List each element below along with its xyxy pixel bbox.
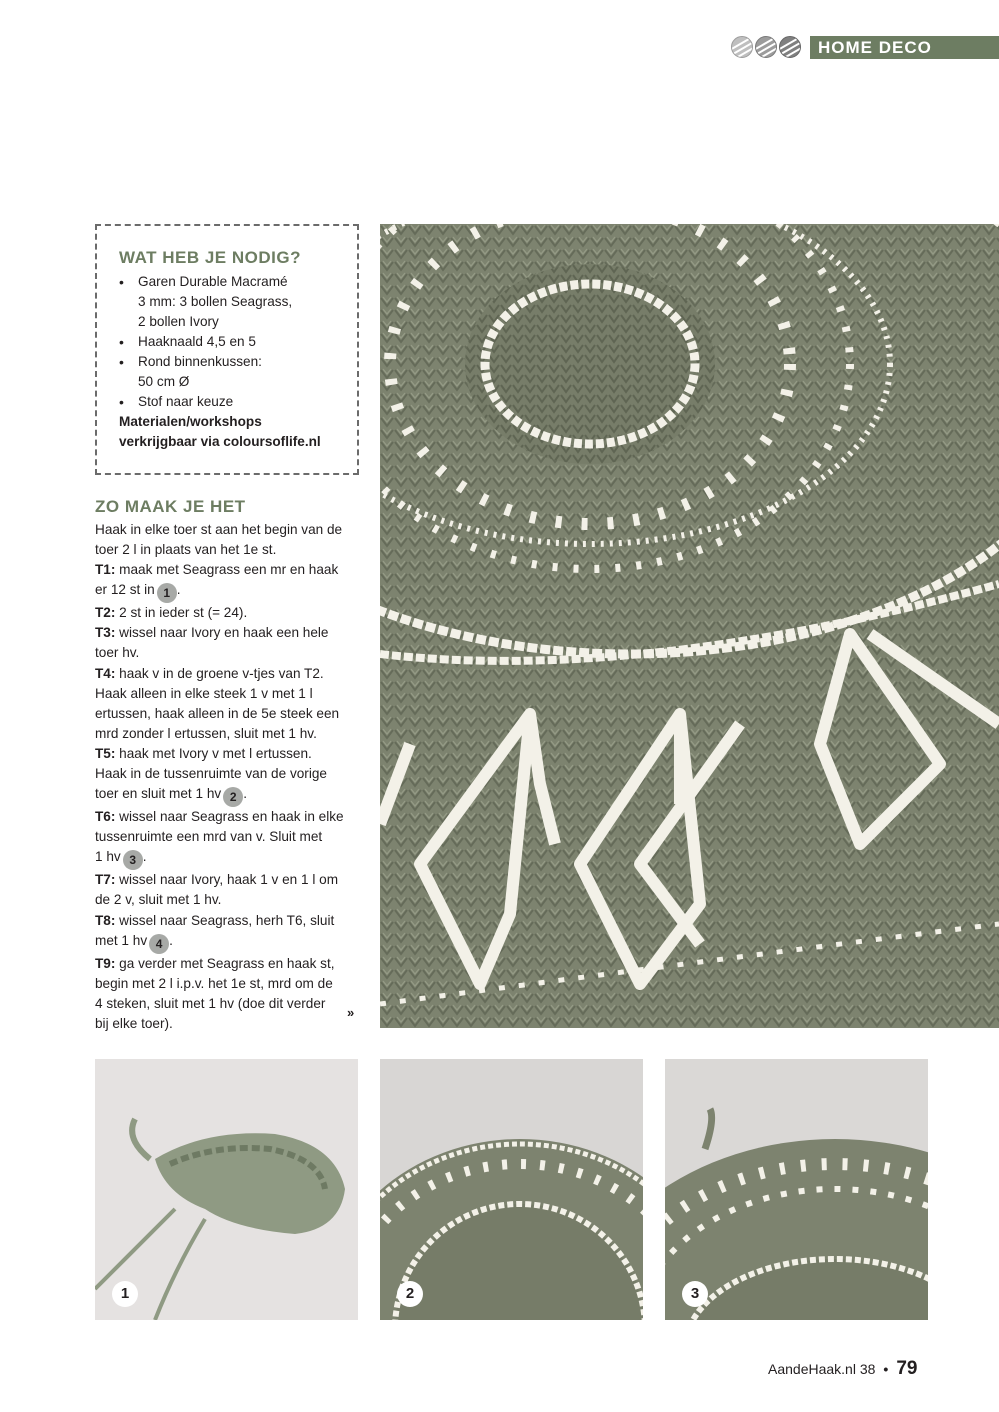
round-text: bij elke toer). <box>95 1015 173 1031</box>
continue-mark: » <box>347 1005 355 1020</box>
instruction-round: T8: wissel naar Seagrass, herh T6, sluit met 1 hv 4 . <box>95 911 365 954</box>
yarn-ball-icon <box>731 36 753 58</box>
step-photo-1 <box>95 1059 358 1320</box>
instruction-round <box>95 954 365 1034</box>
round-text: 1 hv <box>95 849 121 865</box>
difficulty-indicator <box>731 36 801 58</box>
round-text: begin met 2 l i.p.v. het 1e st, mrd om de <box>95 975 333 991</box>
step-number-badge: 1 <box>112 1281 138 1307</box>
step-1-illustration <box>95 1059 358 1320</box>
instructions-intro: Haak in elke toer st aan het begin van de toer 2 l in plaats van het 1e st. <box>95 522 343 558</box>
round-text: Haak in de tussenruimte van de vorige <box>95 766 327 782</box>
instruction-round <box>95 603 365 623</box>
list-item: • Haaknaald 4,5 en 5 <box>119 332 357 352</box>
instruction-round: T1: maak met Seagrass een mr en haak er 12 st in 1 . <box>95 560 365 603</box>
round-text: met 1 hv <box>95 932 148 948</box>
round-text: wissel naar Ivory, haak 1 v en 1 l om <box>115 872 339 888</box>
yarn-ball-icon <box>755 36 777 58</box>
page-footer <box>768 1358 917 1380</box>
round-text: 2 st in ieder st (= 24). <box>115 605 248 621</box>
round-text: wissel naar Ivory en haak een hele <box>115 625 329 641</box>
step-number-badge: 2 <box>397 1281 423 1307</box>
step-reference-badge: 1 <box>157 583 177 603</box>
round-text: tussenruimte een mrd van v. Sluit met <box>95 829 323 845</box>
step-reference-badge: 4 <box>149 934 169 954</box>
page-number: 79 <box>896 1358 918 1379</box>
step-3-illustration <box>665 1059 928 1320</box>
round-text: toer en sluit met 1 hv <box>95 786 222 802</box>
crochet-cushion-illustration <box>380 224 999 1028</box>
instruction-round <box>95 870 365 910</box>
round-label: T2: <box>95 605 116 621</box>
round-text: wissel naar Seagrass en haak in elke <box>115 809 344 825</box>
round-text: ertussen, haak alleen in de 5e steek een <box>95 705 340 721</box>
main-photo <box>380 224 999 1028</box>
round-text: ga verder met Seagrass en haak st, <box>115 955 335 971</box>
rounds-list <box>95 560 365 1034</box>
footer-separator: • <box>883 1361 889 1377</box>
instruction-round <box>95 623 365 663</box>
step-reference-badge: 3 <box>123 850 143 870</box>
round-text: toer hv. <box>95 645 140 661</box>
round-text: haak met Ivory v met l ertussen. <box>115 745 312 761</box>
yarn-ball-icon <box>779 36 801 58</box>
step-photo-2 <box>380 1059 643 1320</box>
list-item: • Rond binnenkussen: 50 cm Ø <box>119 352 357 392</box>
round-text: 4 steken, sluit met 1 hv (doe dit verder <box>95 995 326 1011</box>
round-label: T6: <box>95 809 116 825</box>
materials-box <box>95 224 359 475</box>
round-text: er 12 st in <box>95 582 155 598</box>
round-label: T9: <box>95 955 116 971</box>
round-label: T7: <box>95 872 116 888</box>
round-text: maak met Seagrass een mr en haak <box>115 562 339 578</box>
step-number-badge: 3 <box>682 1281 708 1307</box>
round-text: Haak alleen in elke steek 1 v met 1 l <box>95 685 313 701</box>
round-text: haak v in de groene v-tjes van T2. <box>115 665 324 681</box>
list-item: • Garen Durable Macramé 3 mm: 3 bollen Seagrass, 2 bollen Ivory <box>119 272 357 332</box>
round-label: T4: <box>95 665 116 681</box>
round-label: T3: <box>95 625 116 641</box>
round-label: T8: <box>95 912 116 928</box>
round-text: wissel naar Seagrass, herh T6, sluit <box>115 912 335 928</box>
round-label: T5: <box>95 745 116 761</box>
materials-source: Materialen/workshops verkrijgbaar via coloursoflife.nl <box>119 414 321 449</box>
instruction-round <box>95 664 365 744</box>
round-label: T1: <box>95 562 116 578</box>
publication-label: AandeHaak.nl 38 <box>768 1361 876 1377</box>
instruction-round: T6: wissel naar Seagrass en haak in elke tussenruimte een mrd van v. Sluit met 1 hv 3 . <box>95 807 365 870</box>
materials-list <box>119 272 357 412</box>
section-tab: HOME DECO <box>810 36 999 59</box>
instructions <box>95 497 365 1034</box>
instruction-round: T5: haak met Ivory v met l ertussen. Haak in de tussenruimte van de vorige toer en sluit met 1 hv 2 . <box>95 744 365 807</box>
round-text: de 2 v, sluit met 1 hv. <box>95 892 222 908</box>
round-text: mrd zonder l ertussen, sluit met 1 hv. <box>95 725 317 741</box>
step-photo-3 <box>665 1059 928 1320</box>
materials-title: WAT HEB JE NODIG? <box>119 248 301 267</box>
step-reference-badge: 2 <box>223 787 243 807</box>
instructions-title: ZO MAAK JE HET <box>95 497 246 516</box>
list-item: • Stof naar keuze <box>119 392 357 412</box>
step-2-illustration <box>380 1059 643 1320</box>
